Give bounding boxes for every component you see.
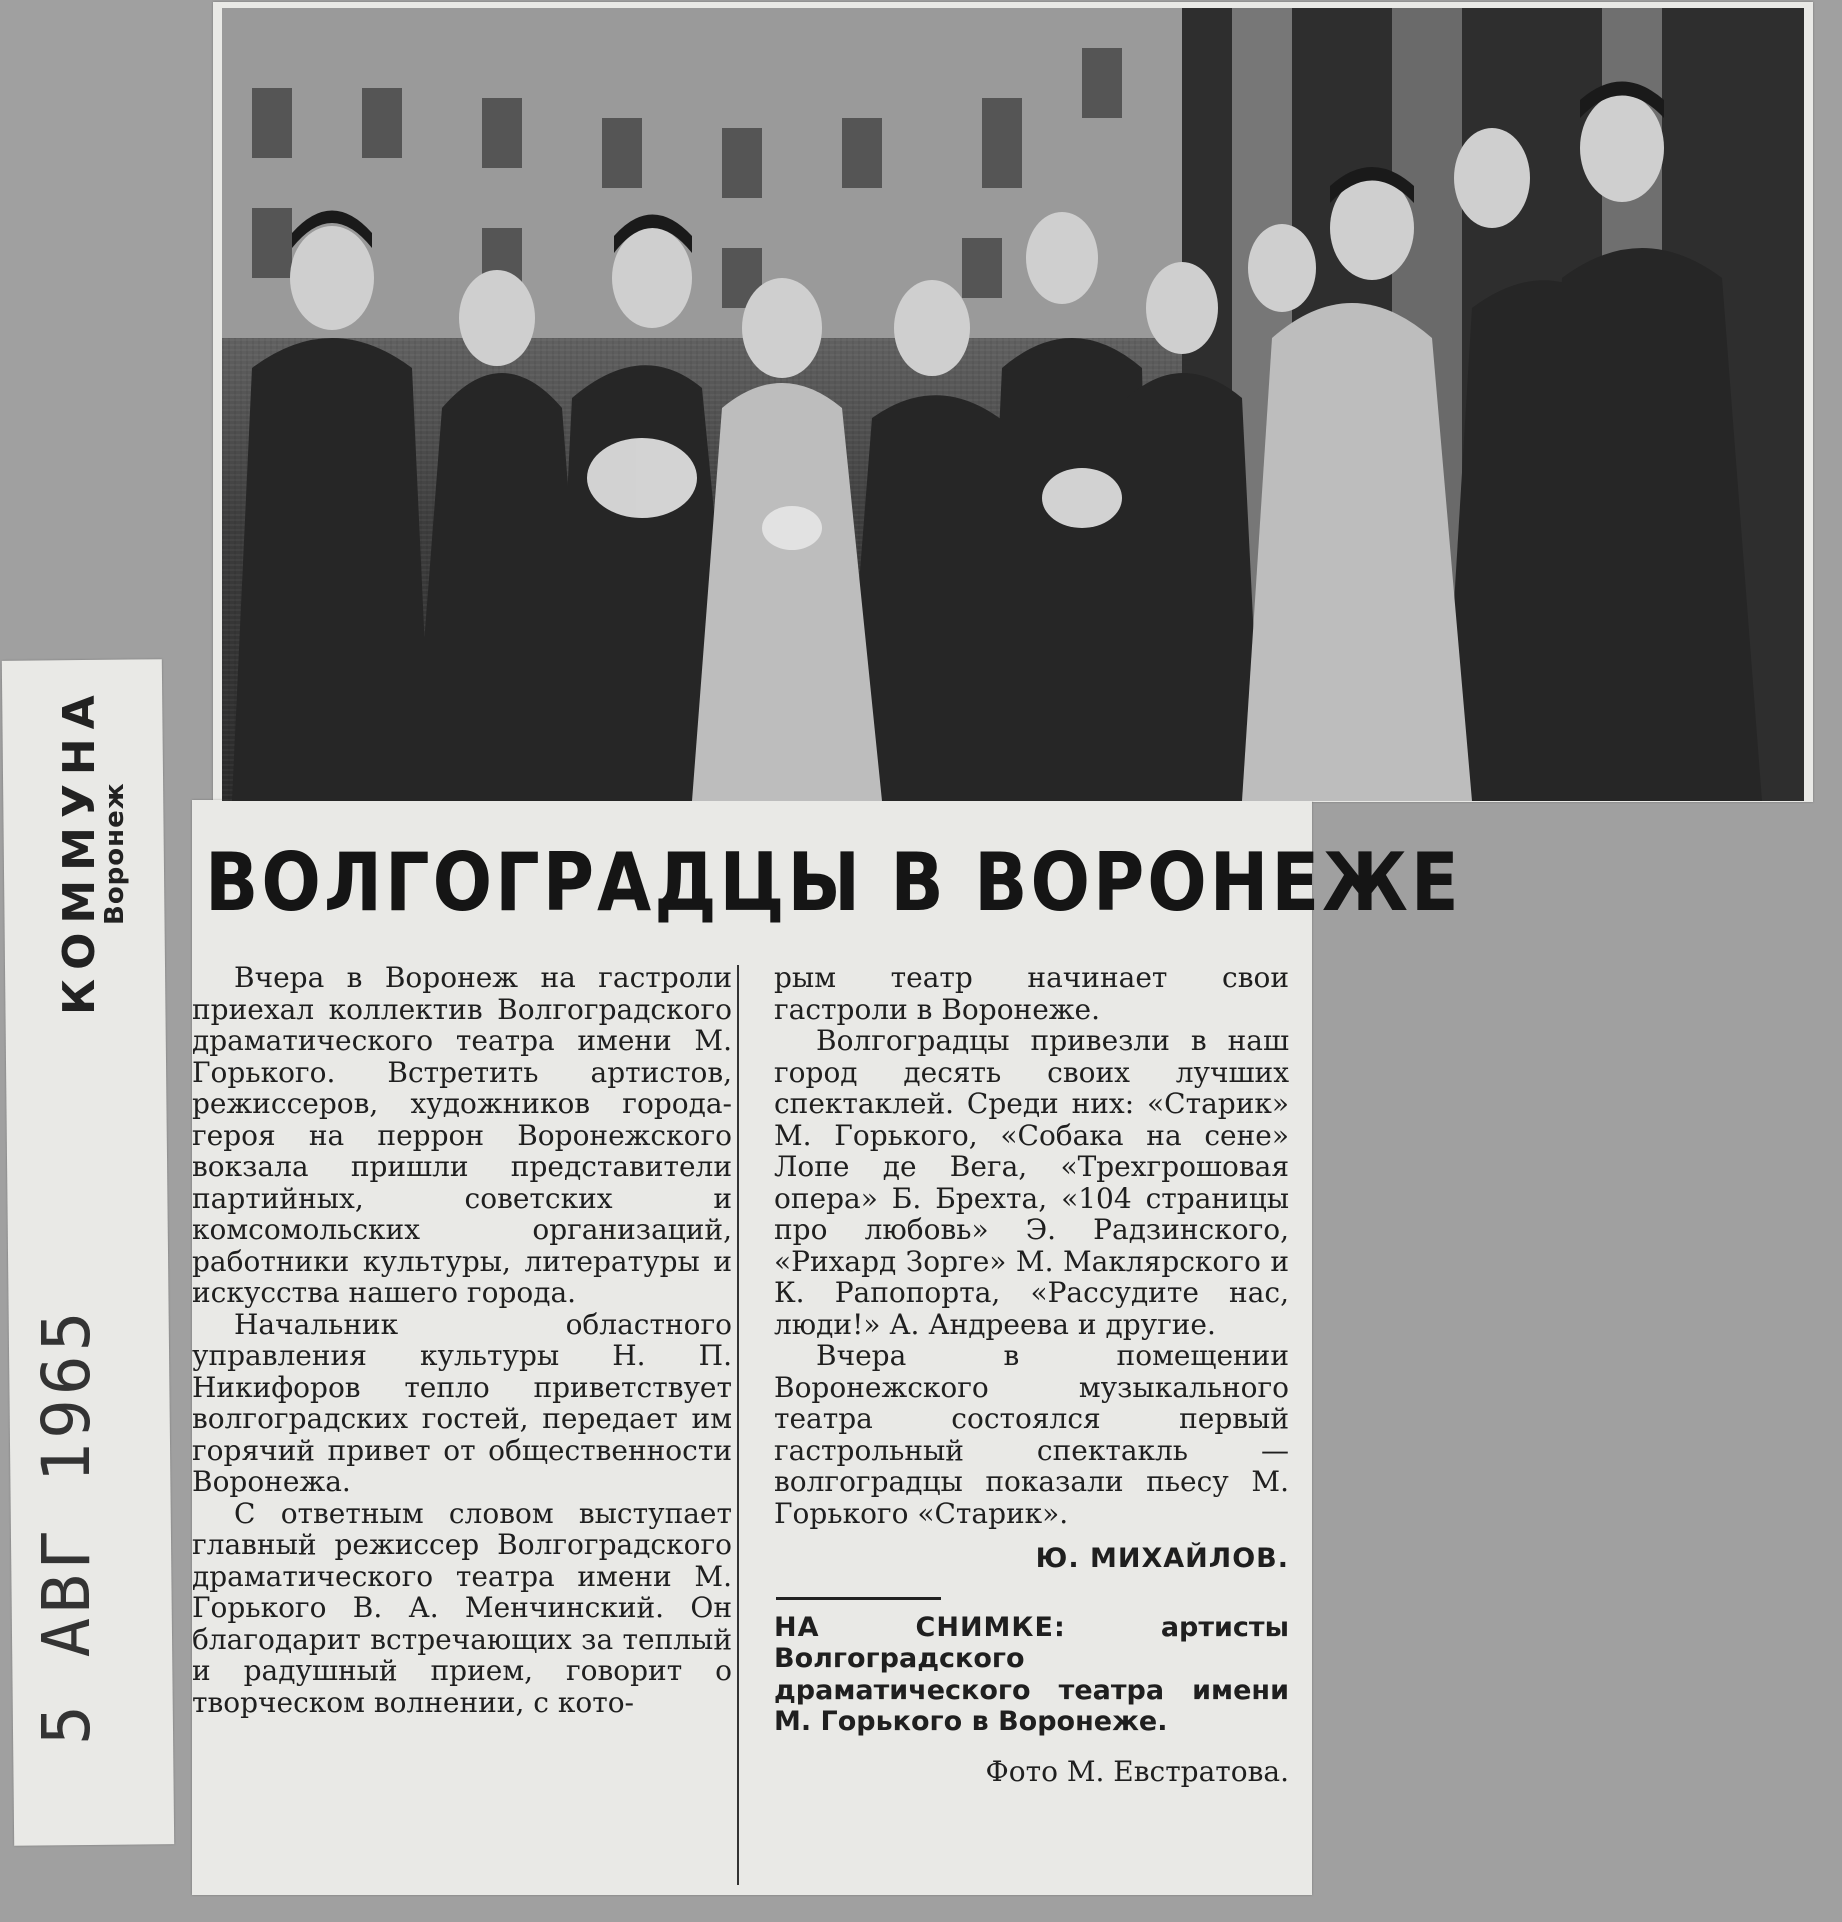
date-stamp: 5 АВГ 1965	[28, 1307, 105, 1745]
article-column-left	[192, 962, 732, 1718]
column-divider	[737, 965, 739, 1885]
article-paragraph: Волгоградцы привезли в наш город десять своих лучших спектаклей. Среди них: «Старик» М. Горького, «Собака на сене» Лопе де Вега, «Трехгрошовая опера» Б. Брехта, «104 страницы про любовь» Э. Радзинского, «Рихард Зорге» М. Маклярского и К. Рапопорта, «Рассудите нас, люди!» А. Андреева и другие.	[774, 1024, 1289, 1341]
headline: ВОЛГОГРАДЦЫ В ВОРОНЕЖЕ	[205, 835, 1462, 930]
article-paragraph-continued: рым театр начинает свои гастроли в Воронеже.	[774, 961, 1289, 1026]
article-column-right	[774, 962, 1289, 1787]
caption-text: артисты Волгоградского драматического театра имени М. Горького в Воронеже.	[774, 1611, 1289, 1737]
newspaper-name-stamp: КОММУНА	[54, 686, 105, 1015]
group-photo	[222, 8, 1804, 801]
photo-credit: Фото М. Евстратова.	[985, 1754, 1289, 1788]
photo-caption	[774, 1612, 1289, 1738]
article-paragraph: Вчера в помещении Воронежского музыкального театра состоялся первый гастрольный спектакль — волгоградцы показали пьесу М. Горького «Старик».	[774, 1339, 1289, 1530]
photo-illustration	[222, 8, 1804, 801]
newspaper-city-stamp: Воронеж	[100, 782, 130, 925]
article-paragraph: Вчера в Воронеж на гастроли приехал коллектив Волгоградского драматического театра имени М. Горького. Встретить артистов, режиссеров, художников города-героя на перрон Воронежского вокзала пришли представители партийных, советских и комсомольских организаций, работники культуры, литературы и искусства нашего города.	[192, 961, 732, 1309]
caption-divider	[776, 1597, 941, 1600]
author-byline: Ю. МИХАЙЛОВ.	[1035, 1543, 1289, 1574]
caption-label: НА СНИМКЕ:	[774, 1611, 1066, 1643]
article-paragraph: С ответным словом выступает главный режиссер Волгоградского драматического театра имени М. Горького В. А. Менчинский. Он благодарит встречающих за теплый и радушный прием, говорит о творческом волнении, с кото-	[192, 1496, 732, 1719]
article-paragraph: Начальник областного управления культуры Н. П. Никифоров тепло приветствует волгоградских гостей, передает им горячий привет от общественности Воронежа.	[192, 1307, 732, 1498]
